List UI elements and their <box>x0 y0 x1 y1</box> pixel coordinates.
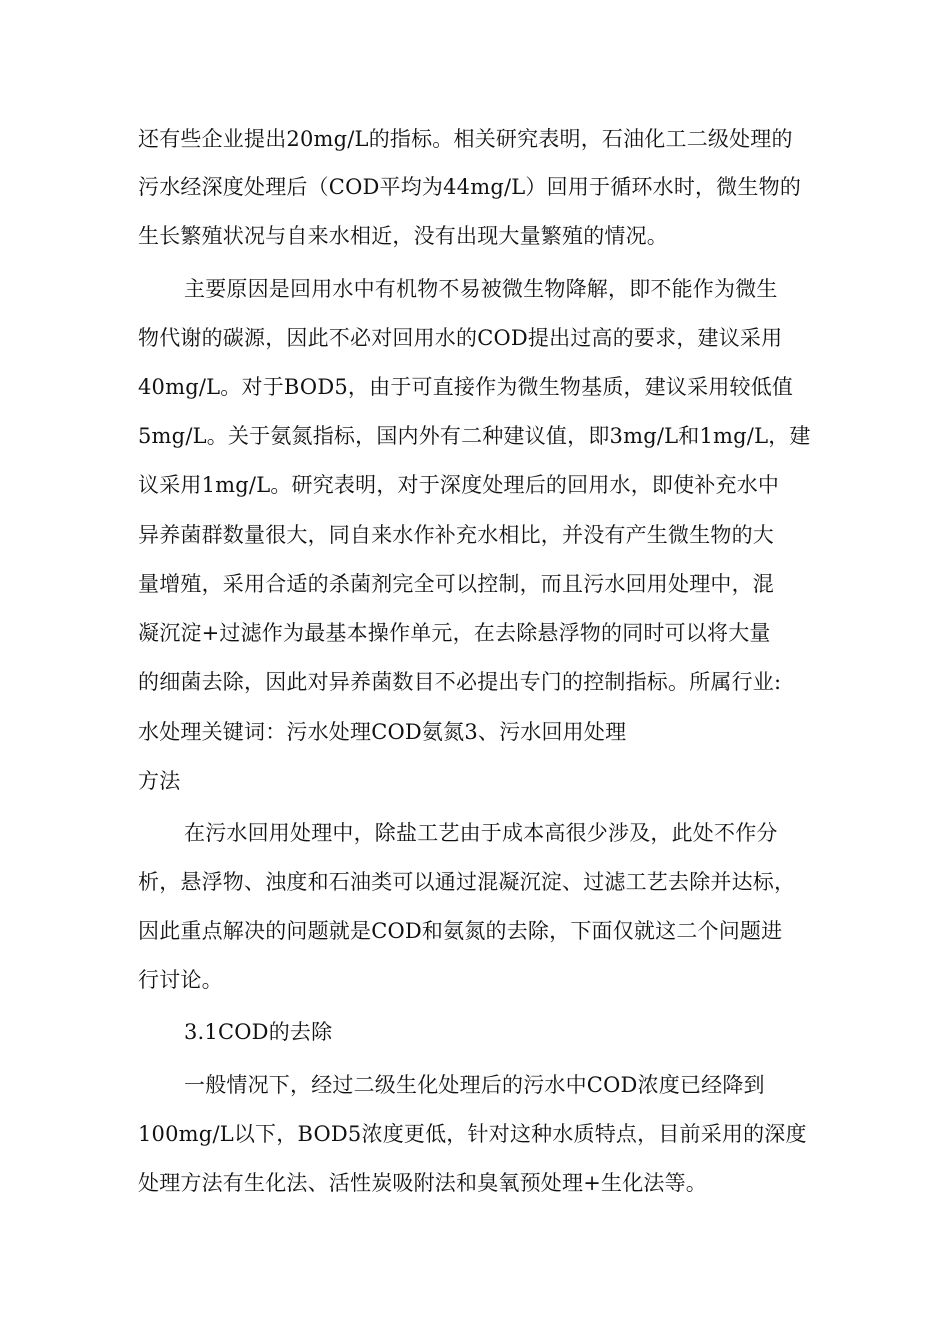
text-line: 5mg/L。关于氨氮指标，国内外有二种建议值，即3mg/L和1mg/L，建 <box>138 424 811 448</box>
text-line: 40mg/L。对于BOD5，由于可直接作为微生物基质，建议采用较低值 <box>138 375 794 399</box>
text-line: 异养菌群数量很大，同自来水作补充水相比，并没有产生微生物的大 <box>138 523 774 547</box>
text-line: 的细菌去除，因此对异养菌数目不必提出专门的控制指标。所属行业: <box>138 670 782 694</box>
text-line: 还有些企业提出20mg/L的指标。相关研究表明，石油化工二级处理的 <box>138 127 793 151</box>
text-line: 凝沉淀+过滤作为最基本操作单元，在去除悬浮物的同时可以将大量 <box>138 621 771 645</box>
text-line: 物代谢的碳源，因此不必对回用水的COD提出过高的要求，建议采用 <box>138 326 783 350</box>
text-line: 量增殖，采用合适的杀菌剂完全可以控制，而且污水回用处理中，混 <box>138 572 774 596</box>
text-line: 在污水回用处理中，除盐工艺由于成本高很少涉及，此处不作分 <box>184 821 778 845</box>
text-line: 一般情况下，经过二级生化处理后的污水中COD浓度已经降到 <box>184 1073 765 1097</box>
text-line: 主要原因是回用水中有机物不易被微生物降解，即不能作为微生 <box>184 277 778 301</box>
subsection-heading: 3.1COD的去除 <box>184 1020 333 1044</box>
text-line: 污水经深度处理后（COD平均为44mg/L）回用于循环水时，微生物的 <box>138 175 802 199</box>
text-line: 生长繁殖状况与自来水相近，没有出现大量繁殖的情况。 <box>138 224 668 248</box>
text-line: 水处理关键词：污水处理COD氨氮3、污水回用处理 <box>138 720 627 744</box>
section-heading: 方法 <box>138 769 181 793</box>
text-line: 行讨论。 <box>138 968 223 992</box>
text-line: 议采用1mg/L。研究表明，对于深度处理后的回用水，即使补充水中 <box>138 473 780 497</box>
text-line: 处理方法有生化法、活性炭吸附法和臭氧预处理+生化法等。 <box>138 1171 707 1195</box>
text-line: 100mg/L以下，BOD5浓度更低，针对这种水质特点，目前采用的深度 <box>138 1122 807 1146</box>
text-line: 析，悬浮物、浊度和石油类可以通过混凝沉淀、过滤工艺去除并达标， <box>138 870 796 894</box>
text-line: 因此重点解决的问题就是COD和氨氮的去除，下面仅就这二个问题进 <box>138 919 783 943</box>
